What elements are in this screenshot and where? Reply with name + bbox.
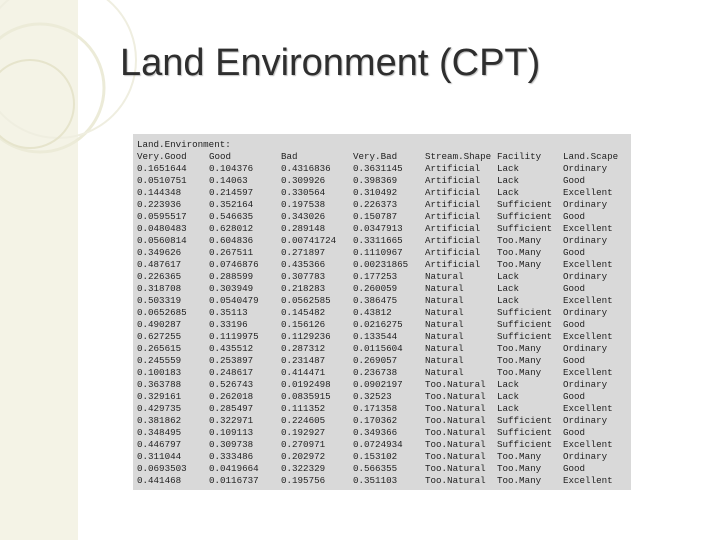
column-header: Bad — [281, 151, 298, 162]
table-row — [133, 259, 631, 271]
table-cell: Excellent — [563, 439, 613, 450]
table-cell: Too.Natural — [425, 427, 486, 438]
table-cell: Lack — [497, 295, 520, 306]
table-cell: 0.192927 — [281, 427, 326, 438]
table-cell: Lack — [497, 187, 520, 198]
table-row — [133, 367, 631, 379]
table-cell: 0.260059 — [353, 283, 398, 294]
table-cell: Good — [563, 211, 586, 222]
table-cell: Sufficient — [497, 331, 553, 342]
table-row — [133, 463, 631, 475]
table-cell: 0.0652685 — [137, 307, 187, 318]
table-cell: 0.386475 — [353, 295, 398, 306]
table-cell: Good — [563, 427, 586, 438]
table-header-row — [133, 151, 631, 163]
table-cell: Good — [563, 391, 586, 402]
table-cell: 0.0540479 — [209, 295, 259, 306]
table-cell: 0.351103 — [353, 475, 398, 486]
table-cell: 0.1129236 — [281, 331, 331, 342]
column-header: Very.Bad — [353, 151, 398, 162]
table-cell: 0.100183 — [137, 367, 182, 378]
table-cell: 0.0595517 — [137, 211, 187, 222]
table-cell: Natural — [425, 331, 464, 342]
table-cell: Too.Natural — [425, 403, 486, 414]
table-cell: 0.330564 — [281, 187, 326, 198]
table-cell: Natural — [425, 295, 464, 306]
table-row — [133, 307, 631, 319]
table-cell: Natural — [425, 283, 464, 294]
table-cell: Lack — [497, 391, 520, 402]
table-cell: 0.0347913 — [353, 223, 403, 234]
table-row — [133, 355, 631, 367]
table-row — [133, 427, 631, 439]
table-row — [133, 391, 631, 403]
column-header: Stream.Shape — [425, 151, 492, 162]
table-cell: Excellent — [563, 367, 613, 378]
table-row — [133, 343, 631, 355]
table-cell: 0.503319 — [137, 295, 182, 306]
table-cell: 0.226373 — [353, 199, 398, 210]
table-row — [133, 295, 631, 307]
table-cell: Good — [563, 247, 586, 258]
table-row — [133, 439, 631, 451]
table-cell: 0.218283 — [281, 283, 326, 294]
table-cell: Sufficient — [497, 415, 553, 426]
table-row — [133, 379, 631, 391]
table-row — [133, 175, 631, 187]
table-cell: Excellent — [563, 295, 613, 306]
table-cell: 0.150787 — [353, 211, 398, 222]
table-cell: 0.0480483 — [137, 223, 187, 234]
table-cell: Ordinary — [563, 415, 608, 426]
table-cell: 0.490287 — [137, 319, 182, 330]
table-cell: Too.Many — [497, 235, 542, 246]
table-cell: Sufficient — [497, 199, 553, 210]
table-cell: 0.170362 — [353, 415, 398, 426]
table-cell: Sufficient — [497, 427, 553, 438]
table-row — [133, 223, 631, 235]
table-cell: Good — [563, 463, 586, 474]
table-cell: Ordinary — [563, 379, 608, 390]
table-cell: Excellent — [563, 223, 613, 234]
table-row — [133, 211, 631, 223]
table-cell: 0.322329 — [281, 463, 326, 474]
table-cell: Natural — [425, 355, 464, 366]
table-cell: 0.111352 — [281, 403, 326, 414]
table-cell: 0.604836 — [209, 235, 254, 246]
table-cell: 0.0419664 — [209, 463, 259, 474]
table-cell: 0.144348 — [137, 187, 182, 198]
table-cell: Too.Natural — [425, 415, 486, 426]
table-cell: 0.214597 — [209, 187, 254, 198]
table-cell: 0.226365 — [137, 271, 182, 282]
table-cell: 0.307783 — [281, 271, 326, 282]
table-row — [133, 415, 631, 427]
table-cell: Excellent — [563, 259, 613, 270]
table-cell: Too.Many — [497, 367, 542, 378]
table-cell: 0.381862 — [137, 415, 182, 426]
table-cell: 0.348495 — [137, 427, 182, 438]
table-cell: Too.Natural — [425, 451, 486, 462]
table-cell: 0.0116737 — [209, 475, 259, 486]
table-cell: 0.435366 — [281, 259, 326, 270]
table-cell: 0.363788 — [137, 379, 182, 390]
table-cell: 0.414471 — [281, 367, 326, 378]
table-cell: Too.Natural — [425, 379, 486, 390]
table-cell: Natural — [425, 271, 464, 282]
table-cell: 0.333486 — [209, 451, 254, 462]
table-cell: 0.1651644 — [137, 163, 187, 174]
table-row — [133, 199, 631, 211]
table-cell: Lack — [497, 283, 520, 294]
table-cell: 0.171358 — [353, 403, 398, 414]
table-cell: Excellent — [563, 475, 613, 486]
table-cell: 0.0693503 — [137, 463, 187, 474]
table-cell: 0.0510751 — [137, 175, 187, 186]
table-cell: 0.00231865 — [353, 259, 409, 270]
table-cell: Artificial — [425, 211, 481, 222]
table-row — [133, 187, 631, 199]
table-cell: 0.0902197 — [353, 379, 403, 390]
table-cell: Too.Many — [497, 343, 542, 354]
table-cell: Good — [563, 283, 586, 294]
table-cell: 0.309926 — [281, 175, 326, 186]
table-cell: Natural — [425, 343, 464, 354]
table-cell: Too.Natural — [425, 391, 486, 402]
table-cell: 0.487617 — [137, 259, 182, 270]
table-cell: Artificial — [425, 187, 481, 198]
table-cell: 0.546635 — [209, 211, 254, 222]
slide-title: Land Environment (CPT) — [120, 42, 541, 84]
table-cell: 0.0835915 — [281, 391, 331, 402]
table-cell: 0.1119975 — [209, 331, 259, 342]
table-cell: 0.269057 — [353, 355, 398, 366]
table-cell: 0.0560814 — [137, 235, 187, 246]
column-header: Facility — [497, 151, 542, 162]
table-cell: 0.223936 — [137, 199, 182, 210]
table-row — [133, 271, 631, 283]
table-cell: Too.Natural — [425, 463, 486, 474]
column-header: Land.Scape — [563, 151, 619, 162]
table-cell: 0.14063 — [209, 175, 248, 186]
table-cell: 0.628012 — [209, 223, 254, 234]
table-cell: 0.177253 — [353, 271, 398, 282]
cpt-table — [133, 134, 631, 490]
table-cell: 0.0216275 — [353, 319, 403, 330]
table-cell: 0.322971 — [209, 415, 254, 426]
table-cell: 0.309738 — [209, 439, 254, 450]
table-cell: 0.267511 — [209, 247, 254, 258]
table-cell: Ordinary — [563, 307, 608, 318]
table-cell: Too.Natural — [425, 439, 486, 450]
table-cell: 0.253897 — [209, 355, 254, 366]
table-cell: Lack — [497, 163, 520, 174]
table-cell: Ordinary — [563, 271, 608, 282]
table-cell: 0.352164 — [209, 199, 254, 210]
table-cell: 0.0724934 — [353, 439, 403, 450]
table-cell: Sufficient — [497, 319, 553, 330]
table-cell: 0.245559 — [137, 355, 182, 366]
table-cell: 0.104376 — [209, 163, 254, 174]
table-cell: Ordinary — [563, 199, 608, 210]
table-cell: 0.1110967 — [353, 247, 403, 258]
table-cell: Natural — [425, 367, 464, 378]
table-cell: 0.318708 — [137, 283, 182, 294]
table-cell: Lack — [497, 175, 520, 186]
table-cell: 0.145482 — [281, 307, 326, 318]
table-cell: 0.0746876 — [209, 259, 259, 270]
table-cell: Excellent — [563, 403, 613, 414]
table-cell: 0.349626 — [137, 247, 182, 258]
table-cell: 0.262018 — [209, 391, 254, 402]
table-cell: 0.248617 — [209, 367, 254, 378]
table-cell: Too.Many — [497, 247, 542, 258]
table-cell: Artificial — [425, 199, 481, 210]
table-cell: 0.441468 — [137, 475, 182, 486]
table-cell: Excellent — [563, 331, 613, 342]
table-cell: 0.153102 — [353, 451, 398, 462]
table-row — [133, 247, 631, 259]
table-cell: Artificial — [425, 247, 481, 258]
table-cell: 0.285497 — [209, 403, 254, 414]
table-cell: 0.0115604 — [353, 343, 403, 354]
table-cell: 0.32523 — [353, 391, 392, 402]
table-cell: 0.35113 — [209, 307, 248, 318]
table-cell: Sufficient — [497, 211, 553, 222]
table-cell: 0.3311665 — [353, 235, 403, 246]
table-cell: 0.289148 — [281, 223, 326, 234]
table-cell: Good — [563, 319, 586, 330]
column-header: Good — [209, 151, 232, 162]
table-cell: 0.329161 — [137, 391, 182, 402]
table-cell: 0.195756 — [281, 475, 326, 486]
table-cell: Lack — [497, 403, 520, 414]
table-cell: 0.224605 — [281, 415, 326, 426]
table-cell: Lack — [497, 379, 520, 390]
table-cell: Artificial — [425, 223, 481, 234]
table-cell: 0.627255 — [137, 331, 182, 342]
table-cell: Artificial — [425, 175, 481, 186]
table-cell: 0.288599 — [209, 271, 254, 282]
table-cell: Ordinary — [563, 451, 608, 462]
table-cell: 0.43812 — [353, 307, 392, 318]
table-cell: Too.Many — [497, 463, 542, 474]
table-cell: Artificial — [425, 163, 481, 174]
table-row — [133, 319, 631, 331]
table-cell: Excellent — [563, 187, 613, 198]
table-cell: 0.429735 — [137, 403, 182, 414]
table-cell: 0.4316836 — [281, 163, 331, 174]
table-cell: Lack — [497, 271, 520, 282]
table-cell: Artificial — [425, 259, 481, 270]
table-cell: 0.156126 — [281, 319, 326, 330]
table-row — [133, 403, 631, 415]
table-row — [133, 475, 631, 487]
table-row — [133, 331, 631, 343]
table-cell: 0.435512 — [209, 343, 254, 354]
table-row — [133, 163, 631, 175]
table-cell: 0.133544 — [353, 331, 398, 342]
table-cell: 0.3631145 — [353, 163, 403, 174]
table-cell: Sufficient — [497, 439, 553, 450]
table-caption: Land.Environment: — [137, 139, 231, 150]
table-cell: Ordinary — [563, 235, 608, 246]
table-cell: 0.270971 — [281, 439, 326, 450]
table-row — [133, 451, 631, 463]
table-cell: 0.311044 — [137, 451, 182, 462]
table-cell: 0.271897 — [281, 247, 326, 258]
table-cell: Natural — [425, 319, 464, 330]
table-cell: 0.231487 — [281, 355, 326, 366]
table-cell: Natural — [425, 307, 464, 318]
table-cell: Too.Many — [497, 355, 542, 366]
table-cell: Too.Natural — [425, 475, 486, 486]
table-cell: 0.202972 — [281, 451, 326, 462]
table-cell: 0.526743 — [209, 379, 254, 390]
table-cell: Too.Many — [497, 451, 542, 462]
table-cell: 0.349366 — [353, 427, 398, 438]
table-cell: 0.287312 — [281, 343, 326, 354]
table-cell: Sufficient — [497, 223, 553, 234]
table-cell: 0.236738 — [353, 367, 398, 378]
table-cell: Artificial — [425, 235, 481, 246]
table-cell: 0.109113 — [209, 427, 254, 438]
table-cell: 0.265615 — [137, 343, 182, 354]
table-cell: Ordinary — [563, 343, 608, 354]
table-cell: 0.00741724 — [281, 235, 337, 246]
table-cell: 0.398369 — [353, 175, 398, 186]
table-cell: Ordinary — [563, 163, 608, 174]
table-cell: 0.33196 — [209, 319, 248, 330]
table-cell: Sufficient — [497, 307, 553, 318]
column-header: Very.Good — [137, 151, 187, 162]
table-cell: Good — [563, 355, 586, 366]
table-cell: 0.343026 — [281, 211, 326, 222]
table-cell: Good — [563, 175, 586, 186]
table-row — [133, 283, 631, 295]
table-cell: 0.446797 — [137, 439, 182, 450]
table-cell: 0.566355 — [353, 463, 398, 474]
table-cell: 0.0192498 — [281, 379, 331, 390]
table-cell: 0.0562585 — [281, 295, 331, 306]
table-cell: 0.310492 — [353, 187, 398, 198]
table-cell: Too.Many — [497, 475, 542, 486]
table-row — [133, 235, 631, 247]
table-cell: 0.303949 — [209, 283, 254, 294]
table-cell: Too.Many — [497, 259, 542, 270]
table-cell: 0.197538 — [281, 199, 326, 210]
